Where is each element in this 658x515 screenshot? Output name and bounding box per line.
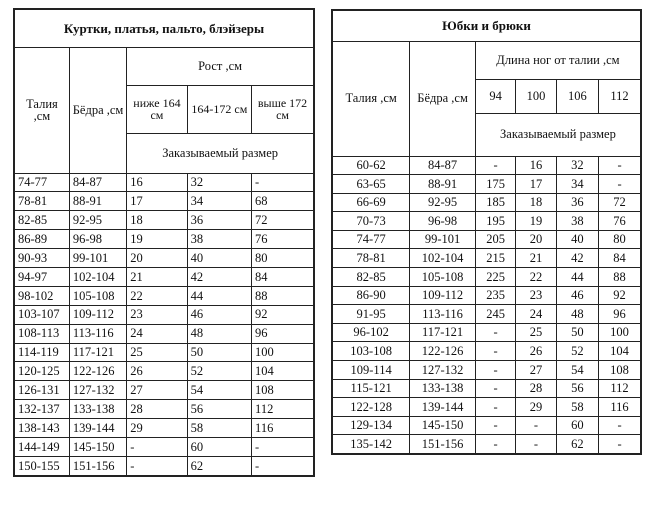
table-cell: 109-114 <box>332 361 410 380</box>
table-row <box>14 173 314 192</box>
table-cell: 72 <box>252 211 314 230</box>
table-cell: 117-121 <box>410 323 476 342</box>
table-cell: - <box>475 156 515 175</box>
table-cell: 48 <box>187 324 251 343</box>
table-cell: - <box>475 361 515 380</box>
table-cell: 126-131 <box>14 381 69 400</box>
leg-col-1: 94 <box>475 79 515 113</box>
table-cell: 26 <box>127 362 187 381</box>
table-cell: 139-144 <box>410 398 476 417</box>
table-cell: 62 <box>187 456 251 475</box>
table-cell: 23 <box>127 305 187 324</box>
table-cell: 58 <box>187 419 251 438</box>
table-cell: 92 <box>599 286 641 305</box>
table-cell: 42 <box>556 249 598 268</box>
table-cell: 127-132 <box>410 361 476 380</box>
table-cell: 113-116 <box>410 305 476 324</box>
table-cell: 99-101 <box>410 230 476 249</box>
table-cell: - <box>475 379 515 398</box>
table-cell: 92-95 <box>69 211 126 230</box>
table-cell: 102-104 <box>69 267 126 286</box>
table-cell: 92 <box>252 305 314 324</box>
table-row <box>14 230 314 249</box>
table-cell: 50 <box>556 323 598 342</box>
table-cell: 36 <box>187 211 251 230</box>
table-row <box>332 193 641 212</box>
table-cell: 82-85 <box>332 268 410 287</box>
jackets-table-title: Куртки, платья, пальто, блэйзеры <box>14 9 314 47</box>
table-cell: - <box>475 416 515 435</box>
table-cell: 100 <box>252 343 314 362</box>
skirts-table-title: Юбки и брюки <box>332 10 641 41</box>
table-row <box>14 437 314 456</box>
table-row <box>332 435 641 454</box>
table-cell: - <box>599 435 641 454</box>
table-row <box>14 400 314 419</box>
table-cell: 46 <box>187 305 251 324</box>
table-row <box>14 267 314 286</box>
table-cell: - <box>516 435 556 454</box>
table-cell: - <box>475 398 515 417</box>
table-row <box>14 305 314 324</box>
table-cell: - <box>599 175 641 194</box>
table-cell: 117-121 <box>69 343 126 362</box>
size-label: Заказываемый размер <box>127 133 314 173</box>
table-row <box>14 211 314 230</box>
table-cell: 26 <box>516 342 556 361</box>
table-cell: 129-134 <box>332 416 410 435</box>
table-cell: 109-112 <box>69 305 126 324</box>
table-cell: 24 <box>516 305 556 324</box>
table-cell: 21 <box>516 249 556 268</box>
table-cell: 28 <box>516 379 556 398</box>
table-cell: 84-87 <box>69 173 126 192</box>
table-cell: 102-104 <box>410 249 476 268</box>
leg-length-header: Длина ног от талии ,см <box>475 41 641 79</box>
table-cell: 91-95 <box>332 305 410 324</box>
table-cell: 70-73 <box>332 212 410 231</box>
table-cell: 54 <box>187 381 251 400</box>
table-cell: 138-143 <box>14 419 69 438</box>
table-cell: 86-90 <box>332 286 410 305</box>
table-cell: 235 <box>475 286 515 305</box>
table-cell: 56 <box>556 379 598 398</box>
table-cell: 175 <box>475 175 515 194</box>
table-row <box>14 192 314 211</box>
table-cell: 48 <box>556 305 598 324</box>
table-cell: 84 <box>252 267 314 286</box>
table-cell: 68 <box>252 192 314 211</box>
height-col-1: ниже 164 см <box>127 85 187 133</box>
table-cell: 116 <box>599 398 641 417</box>
table-row <box>332 398 641 417</box>
table-cell: 108-113 <box>14 324 69 343</box>
table-cell: 80 <box>252 249 314 268</box>
table-cell: 120-125 <box>14 362 69 381</box>
table-cell: 29 <box>516 398 556 417</box>
table-cell: - <box>127 456 187 475</box>
table-cell: 122-126 <box>410 342 476 361</box>
table-row <box>332 156 641 175</box>
table-cell: 145-150 <box>69 437 126 456</box>
hips-header: Бёдра ,см <box>410 41 476 156</box>
table-row <box>332 342 641 361</box>
table-row <box>14 381 314 400</box>
table-cell: 54 <box>556 361 598 380</box>
table-cell: - <box>516 416 556 435</box>
table-row <box>14 343 314 362</box>
table-cell: 44 <box>187 286 251 305</box>
table-cell: 133-138 <box>69 400 126 419</box>
height-col-2: 164-172 см <box>187 85 251 133</box>
table-cell: 38 <box>187 230 251 249</box>
skirts-table-body <box>332 156 641 454</box>
table-cell: 52 <box>556 342 598 361</box>
table-cell: 92-95 <box>410 193 476 212</box>
table-cell: 27 <box>516 361 556 380</box>
table-cell: 22 <box>516 268 556 287</box>
table-cell: 50 <box>187 343 251 362</box>
table-cell: 96-98 <box>69 230 126 249</box>
table-row <box>332 175 641 194</box>
size-label: Заказываемый размер <box>475 113 641 156</box>
table-cell: 132-137 <box>14 400 69 419</box>
table-cell: 23 <box>516 286 556 305</box>
table-cell: 133-138 <box>410 379 476 398</box>
table-cell: 245 <box>475 305 515 324</box>
table-cell: 86-89 <box>14 230 69 249</box>
table-cell: 116 <box>252 419 314 438</box>
table-cell: 96-102 <box>332 323 410 342</box>
table-cell: 32 <box>187 173 251 192</box>
table-cell: 96 <box>252 324 314 343</box>
table-row <box>14 362 314 381</box>
table-cell: 52 <box>187 362 251 381</box>
table-row <box>14 419 314 438</box>
table-cell: 27 <box>127 381 187 400</box>
table-cell: 72 <box>599 193 641 212</box>
table-cell: - <box>475 342 515 361</box>
table-row <box>14 324 314 343</box>
table-cell: - <box>252 173 314 192</box>
table-cell: 56 <box>187 400 251 419</box>
table-cell: 96-98 <box>410 212 476 231</box>
table-cell: 139-144 <box>69 419 126 438</box>
table-row <box>332 416 641 435</box>
table-cell: 76 <box>599 212 641 231</box>
table-cell: 74-77 <box>332 230 410 249</box>
table-cell: 19 <box>516 212 556 231</box>
table-cell: 127-132 <box>69 381 126 400</box>
leg-col-2: 100 <box>516 79 556 113</box>
table-cell: 108 <box>599 361 641 380</box>
table-cell: 225 <box>475 268 515 287</box>
table-cell: 20 <box>127 249 187 268</box>
table-row <box>332 230 641 249</box>
table-cell: 78-81 <box>14 192 69 211</box>
jackets-table-body <box>14 173 314 476</box>
table-cell: 16 <box>127 173 187 192</box>
table-cell: 18 <box>516 193 556 212</box>
waist-header: Талия ,см <box>332 41 410 156</box>
table-cell: 151-156 <box>69 456 126 475</box>
table-row <box>332 286 641 305</box>
table-cell: 90-93 <box>14 249 69 268</box>
table-cell: 66-69 <box>332 193 410 212</box>
table-cell: 44 <box>556 268 598 287</box>
table-cell: 151-156 <box>410 435 476 454</box>
table-cell: 105-108 <box>69 286 126 305</box>
table-cell: 88-91 <box>410 175 476 194</box>
table-cell: 112 <box>252 400 314 419</box>
table-cell: 98-102 <box>14 286 69 305</box>
table-cell: 46 <box>556 286 598 305</box>
table-cell: 60 <box>187 437 251 456</box>
table-cell: - <box>475 323 515 342</box>
table-cell: - <box>252 456 314 475</box>
table-cell: - <box>599 156 641 175</box>
table-cell: 19 <box>127 230 187 249</box>
table-cell: 63-65 <box>332 175 410 194</box>
table-cell: 32 <box>556 156 598 175</box>
table-cell: 78-81 <box>332 249 410 268</box>
table-cell: 185 <box>475 193 515 212</box>
table-row <box>14 456 314 475</box>
table-cell: 74-77 <box>14 173 69 192</box>
table-cell: 28 <box>127 400 187 419</box>
waist-header: Талия ,см <box>14 47 69 173</box>
table-cell: 144-149 <box>14 437 69 456</box>
table-row <box>332 249 641 268</box>
table-cell: 205 <box>475 230 515 249</box>
table-row <box>332 379 641 398</box>
table-cell: 88 <box>252 286 314 305</box>
table-row <box>332 323 641 342</box>
table-row <box>332 268 641 287</box>
table-row <box>14 286 314 305</box>
height-col-3: выше 172 см <box>252 85 314 133</box>
table-cell: 62 <box>556 435 598 454</box>
table-cell: 112 <box>599 379 641 398</box>
table-row <box>332 361 641 380</box>
table-cell: 145-150 <box>410 416 476 435</box>
table-cell: 18 <box>127 211 187 230</box>
table-cell: 103-107 <box>14 305 69 324</box>
jackets-size-table <box>13 8 315 477</box>
leg-col-3: 106 <box>556 79 598 113</box>
table-cell: 109-112 <box>410 286 476 305</box>
hips-header: Бёдра ,см <box>69 47 126 173</box>
table-cell: 76 <box>252 230 314 249</box>
table-row <box>14 249 314 268</box>
table-cell: 99-101 <box>69 249 126 268</box>
table-cell: 135-142 <box>332 435 410 454</box>
table-cell: 122-128 <box>332 398 410 417</box>
table-cell: 150-155 <box>14 456 69 475</box>
table-cell: 58 <box>556 398 598 417</box>
table-cell: 100 <box>599 323 641 342</box>
table-cell: 22 <box>127 286 187 305</box>
table-cell: 34 <box>187 192 251 211</box>
table-cell: 103-108 <box>332 342 410 361</box>
table-cell: 25 <box>127 343 187 362</box>
table-cell: 105-108 <box>410 268 476 287</box>
leg-col-4: 112 <box>599 79 641 113</box>
table-cell: 29 <box>127 419 187 438</box>
table-cell: 113-116 <box>69 324 126 343</box>
table-cell: 17 <box>127 192 187 211</box>
table-cell: 16 <box>516 156 556 175</box>
table-cell: 88 <box>599 268 641 287</box>
table-cell: 122-126 <box>69 362 126 381</box>
table-cell: 20 <box>516 230 556 249</box>
table-cell: 21 <box>127 267 187 286</box>
table-cell: 42 <box>187 267 251 286</box>
table-cell: 60 <box>556 416 598 435</box>
table-cell: 114-119 <box>14 343 69 362</box>
skirts-size-table <box>331 9 642 455</box>
height-header: Рост ,см <box>127 47 314 85</box>
table-cell: - <box>599 416 641 435</box>
table-cell: 60-62 <box>332 156 410 175</box>
table-cell: 84-87 <box>410 156 476 175</box>
table-cell: 40 <box>556 230 598 249</box>
table-cell: 94-97 <box>14 267 69 286</box>
table-cell: 17 <box>516 175 556 194</box>
table-cell: - <box>127 437 187 456</box>
table-cell: - <box>252 437 314 456</box>
table-cell: 108 <box>252 381 314 400</box>
table-cell: 215 <box>475 249 515 268</box>
table-cell: 38 <box>556 212 598 231</box>
table-cell: 84 <box>599 249 641 268</box>
table-cell: 104 <box>599 342 641 361</box>
table-cell: 25 <box>516 323 556 342</box>
table-cell: - <box>475 435 515 454</box>
table-cell: 82-85 <box>14 211 69 230</box>
table-cell: 34 <box>556 175 598 194</box>
table-cell: 36 <box>556 193 598 212</box>
table-row <box>332 305 641 324</box>
table-cell: 88-91 <box>69 192 126 211</box>
table-cell: 40 <box>187 249 251 268</box>
table-row <box>332 212 641 231</box>
table-cell: 80 <box>599 230 641 249</box>
table-cell: 195 <box>475 212 515 231</box>
table-cell: 104 <box>252 362 314 381</box>
table-cell: 96 <box>599 305 641 324</box>
table-cell: 115-121 <box>332 379 410 398</box>
table-cell: 24 <box>127 324 187 343</box>
